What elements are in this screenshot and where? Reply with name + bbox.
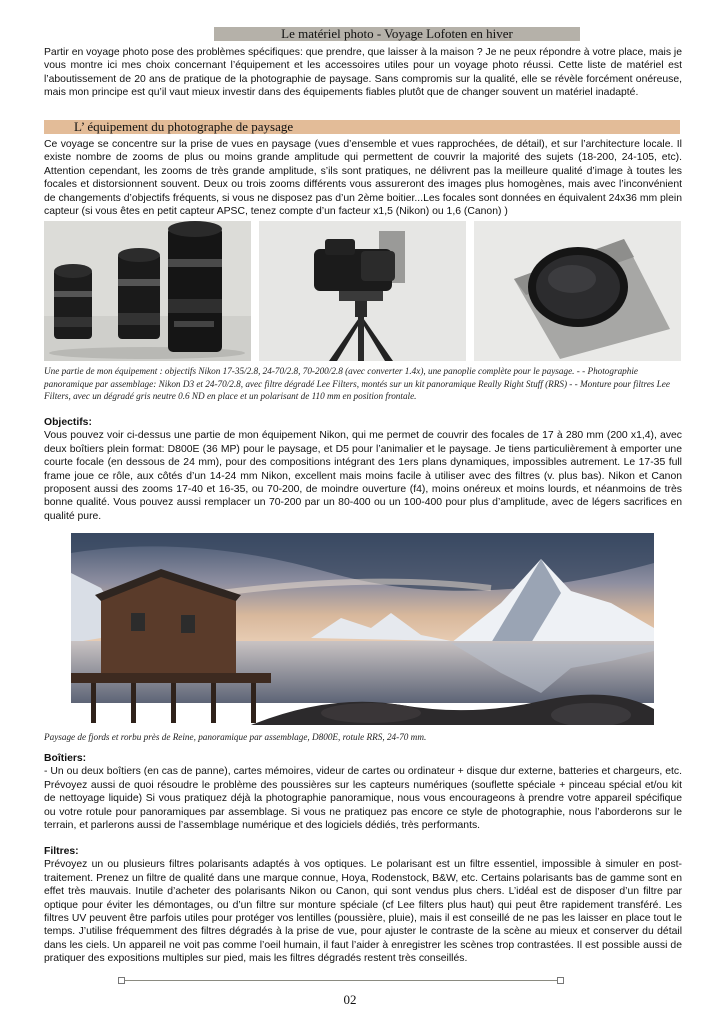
- footer-rule-right-end: [557, 977, 564, 984]
- photos-caption: Une partie de mon équipement : objectifs Nikon 17-35/2.8, 24-70/2.8, 70-200/2.8 (avec converter 1.4x), une panoplie complète pour le paysage. - - Photographie panoramique par assemblage: Nikon D3 et 24-70/2.8, avec filtre dégradé Lee Filters, montés sur un kit panoramique Really Right Stuff (RRS) - - Monture pour filtres Lee Filters, avec un dégradé gris neutre 0.6 ND en place et un polarisant de 110 mm en position frontale.: [44, 366, 670, 402]
- objectifs-section: [44, 416, 682, 523]
- objectifs-body: Vous pouvez voir ci-dessus une partie de mon équipement Nikon, qui me permet de couvrir des focales de 17 à 280 mm (200 x1,4), avec deux boîtiers plein format: D800E (36 MP) pour le paysage, et D5 pour l’animalier et le paysage. Je tiens particulièrement à emporter une courte focale (en dessous de 24 mm), pour des compositions intégrant des 1ers plans dynamiques, impossibles autrement. Le 17-35 full frame joue ce rôle, aux côtés d’un 14-24 mm Nikon, excellent mais moins facile à utiliser avec des filtres (v. plus bas). Nikon et Canon proposent aussi des zooms 17-40 et 16-35, ou 70-200, de moindre ouverture (f4), moins onéreux et moins lourds, et néanmoins de très bonne qualité. Vous pouvez aussi remplacer un 70-200 par un 80-400 ou un 100-400 pour plus d’amplitude, avec de légers sacrifices en qualité pure.: [44, 430, 682, 522]
- section-paragraph: Ce voyage se concentre sur la prise de vues en paysage (vues d’ensemble et vues rapprochées, de détail), et sur l’architecture locale. Il existe nombre de zooms de plus ou moins grande amplitude qui permettent de couvrir la majorité des sujets (18-200, 24-105, etc). Attention cependant, les zooms de très grande amplitude, s’ils sont pratiques, ne délivrent pas la meilleure qualité d’image à toutes les focales et distorsionnent souvent. Deux ou trois zooms différents vous assureront des images plus homogènes, mais avec l’inconvénient de changements d’objectifs fréquents, si vous ne disposez pas d’un 2ème boitier...Les focales sont données en équivalent 24x36 mm plein capteur (si vous êtes en petit capteur APSC, tenez compte d’un facteur x1,5 (Nikon) ou 1,6 (Canon) ): [44, 139, 682, 218]
- page-title: [214, 27, 580, 41]
- footer-rule: [120, 980, 560, 981]
- footer-rule-left-end: [118, 977, 125, 984]
- filtres-heading: Filtres:: [44, 846, 79, 857]
- section-title: [44, 120, 680, 134]
- photo-lenses: [44, 221, 251, 361]
- photo-camera-tripod: [259, 221, 466, 361]
- filtres-section: [44, 845, 682, 966]
- page-number: 02: [343, 992, 357, 1007]
- photo-filter-holder: [474, 221, 681, 361]
- boitiers-section: [44, 752, 682, 832]
- filtres-body: Prévoyez un ou plusieurs filtres polarisants adaptés à vos optiques. Le polarisant est un filtre essentiel, impossible à simuler en post-traitement. Prenez un filtre de qualité dans une marque connue, Hoya, Rodenstock, B&W, etc. Certains polarisants bas de gamme sont en effet très mauvais. Inutile d’acheter des polarisants Nikon ou Canon, qui sont vendus plus chers. L’idéal est de disposer d’un filtre par optique pour éviter les démontages, ou d’un filtre sur monture spéciale (cf Lee filters plus haut) qui peut être rapidement transféré. Les filtres UV peuvent être parfois utiles pour protéger vos lentilles (poussière, pluie), mais il est conseillé de ne pas les laisser en place tout le temps. J’utilise fréquemment des filtres dégradés à la prise de vue, pour ajuster le contraste de la scène au mieux et conserver du détail dans les ciels. Un appareil ne voit pas comme l’oeil humain, il faut l’aider à enregistrer les scènes trop contrastées. Il est possible aussi de pratiquer des expositions multiples sur pied, mais les filtres dégradés restent très conseillés.: [44, 859, 682, 965]
- objectifs-heading: Objectifs:: [44, 417, 92, 428]
- page-title-text: Le matériel photo - Voyage Lofoten en hiver: [281, 26, 513, 41]
- photo-panorama-reine: [71, 533, 654, 725]
- boitiers-heading: Boîtiers:: [44, 753, 87, 764]
- section-title-text: L’ équipement du photographe de paysage: [74, 119, 294, 134]
- intro-paragraph: Partir en voyage photo pose des problèmes spécifiques: que prendre, que laisser à la maison ? Je ne peux répondre à votre place, mais je vous montre ici mes choix concernant l’équipement et les accessoires utiles pour un voyage photo réussi. Cette liste de matériel est l’aboutissement de 20 ans de pratique de la photographie de paysage. Sans compromis sur la qualité, elle se révèle forcément onéreuse, mais mon principe est qu’il vaut mieux investir dans des équipements fiables plutôt que de changer souvent un matériel inadapté.: [44, 47, 682, 99]
- boitiers-body: - Un ou deux boîtiers (en cas de panne), cartes mémoires, videur de cartes ou ordinateur + disque dur externe, batteries et chargeurs, etc. Prévoyez aussi de quoi résoudre le problème des poussières sur les capteurs numériques (souflette spéciale + pinceau spécial et/ou kit de nettoyage liquide) Si vous pratiquez déjà la photographie panoramique, nous vous encourageons à prendre votre appareil spécifique ou votre rotule pour panoramiques par assemblage. Si vous ne pratiquez pas encore ce style de photographie, nous l’aborderons sur le terrain, et parlerons aussi de l’assemblage numérique et des logiciels dédiés, très performants.: [44, 766, 682, 832]
- panorama-caption: Paysage de fjords et rorbu près de Reine, panoramique par assemblage, D800E, rotule RRS, 24-70 mm.: [44, 732, 427, 742]
